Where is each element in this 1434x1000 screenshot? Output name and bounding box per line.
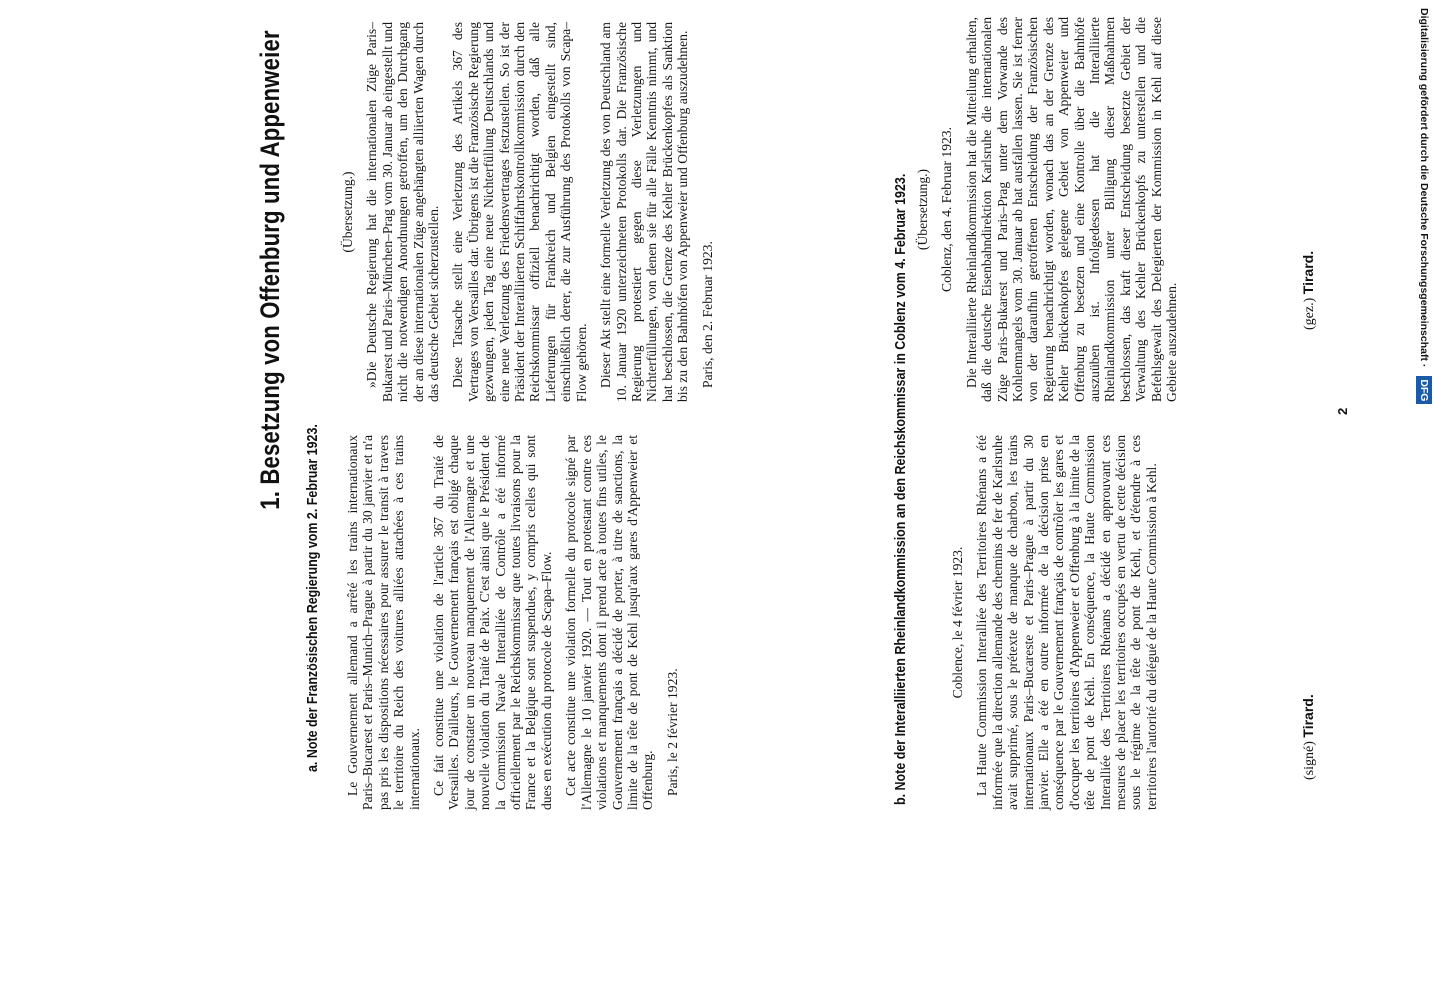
section-b-french-column	[950, 435, 1168, 810]
section-a-german-date: Paris, den 2. Februar 1923.	[699, 241, 715, 388]
section-b-french-place-date: Coblence, le 4 février 1923.	[950, 546, 965, 699]
section-a-german-label: (Übersetzung.)	[340, 171, 355, 253]
signature-name: Tirard.	[1300, 694, 1316, 738]
section-a-german-p1: »Die Deutsche Regierung hat die internationalen Züge Paris–Bukarest und Paris–München–Prag vom 30. Januar ab eingestellt und nicht die notwendigen Anordnungen getroffen, um den Durchgang der an diese internationalen Züge angehängten alliierten Wagen durch das deutsche Gebiet sicherzustellen.	[364, 22, 442, 402]
section-a-french-p3: Cet acte constitue une violation formelle du protocole signé par l'Allemagne le 10 janvier 1920. — Tout en protestant contre ces violations et manquements dont il prend acte à toutes fins utiles, le Gouvernement français a décidé de porter, à titre de sanctions, la limite de la tête de pont de Kehl jusqu'aux gares d'Appenweier et Offenburg.	[563, 435, 656, 810]
page-title: 1. Besetzung von Offenburg und Appenweier	[255, 30, 285, 510]
section-a-german-p3: Dieser Akt stellt eine formelle Verletzung des von Deutschland am 10. Januar 1920 unterzeichneten Protokolls dar. Die Französische Regierung protestiert gegen diese Verletzungen und Nichterfüllungen, von denen sie für alle Fälle Kenntnis nimmt, und hat beschlossen, die Grenze des Kehler Brückenkopfes als Sanktion bis zu den Bahnhöfen von Appenweier und Offenburg auszudehnen.	[598, 22, 691, 402]
section-a-german-column	[340, 22, 724, 402]
digitization-credit	[1416, 8, 1432, 993]
section-b-french-p1: La Haute Commission Interalliée des Territoires Rhénans a été informée que la direction allemande des chemins de fer de Karlsruhe avait supprimé, sous le prétexte de manque de charbon, les trains internationaux Paris–Bucareste et Paris–Prague à partir du 30 janvier. Elle a été en outre informée de la décision prise en conséquence par le Gouvernement français de contrôler les gares et d'occuper les territoires d'Appenweier et Offenburg à la limite de la tête de pont de Kehl. En conséquence, la Haute Commission Interalliée des Territoires Rhénans a décidé en approuvant ces mesures de placer les territoires occupés en vertu de cette décision sous le régime de la tête de pont de Kehl, et d'étendre à ces territoires l'autorité du délégué de la Haute Commission à Kehl.	[974, 435, 1159, 810]
section-a-french-date: Paris, le 2 février 1923.	[664, 668, 680, 796]
section-b-german-column	[915, 17, 1189, 402]
signature-name: Tirard.	[1300, 250, 1316, 295]
digitization-note: Digitalisierung gefördert durch die Deutsche Forschungsgemeinschaft ·	[1418, 8, 1430, 368]
section-b-german-signature	[1300, 251, 1318, 330]
section-a-german-p2: Diese Tatsache stellt eine Verletzung des Artikels 367 des Vertrages von Versailles dar. Übrigens ist die Französische Regierung gezwungen, jeden Tag eine neue Nichterfüllung Deutschlands und eine neue Verletzung des Friedensvertrages festzustellen. So ist der Präsident der Interalliierten Schiffahrtskontrollkommission durch den Reichskommissar offiziell benachrichtigt worden, daß alle Lieferungen für Frankreich und Belgien eingestellt sind, einschließlich derer, die zur Ausführung des Protokolls von Scapa–Flow gehören.	[450, 22, 589, 402]
page-number: 2	[1335, 407, 1350, 415]
signature-prefix: (gez.)	[1302, 297, 1317, 330]
section-a-heading: a. Note der Französischen Regierung vom 2. Februar 1923.	[305, 424, 321, 772]
section-b-heading: b. Note der Interalliierten Rheinlandkommission an den Reichskommissar in Coblenz vom 4. Februar 1923.	[893, 173, 909, 805]
section-a-french-column	[345, 435, 689, 810]
section-b-german-place-date: Coblenz, den 4. Februar 1923.	[939, 127, 955, 292]
section-b-german-p1: Die Interalliierte Rheinlandkommission hat die Mitteilung erhalten, daß die deutsche Eisenbahndirektion Karlsruhe die internationalen Züge Paris–Bukarest und Paris–Prag unter dem Vorwande des Kohlenmangels vom 30. Januar ab hat ausfallen lassen. Sie ist ferner von der daraufhin getroffenen Entscheidung der Französischen Regierung benachrichtigt worden, wonach das an der Grenze des Kehler Brückenkopfes gelegene Gebiet von Appenweier und Offenburg zu besetzen und eine Kontrolle über die Bahnhöfe auszuüben ist. Infolgedessen hat die Interalliierte Rheinlandkommission unter Billigung dieser Maßnahmen beschlossen, das kraft dieser Entscheidung besetzte Gebiet der Verwaltung des Kehler Brückenkopfs zu unterstellen und die Befehlsgewalt des Delegierten der Kommission in Kehl auf diese Gebiete auszudehnen.	[963, 17, 1180, 402]
digitization-credit-strip	[1418, 8, 1434, 993]
section-b-french-signature	[1300, 694, 1318, 780]
section-a-french-p2: Ce fait constitue une violation de l'article 367 du Traité de Versailles. D'ailleurs, le Gouvernement français est obligé chaque jour de constater un nouveau manquement de l'Allemagne et une nouvelle violation du Traité de Paix. C'est ainsi que le Président de la Commission Navale Interalliée de Contrôle a été informé officiellement par le Reichskommissar que toutes livraisons pour la France et la Belgique sont suspendues, y compris celles qui sont dues en exécution du protocole de Scapa–Flow.	[431, 435, 554, 810]
dfg-logo-icon: DFG	[1416, 376, 1432, 404]
section-a-french-p1: Le Gouvernement allemand a arrêté les trains internationaux Paris–Bucarest et Paris–Munich–Prague à partir du 30 janvier et n'a pas pris les dispositions nécessaires pour assurer le transit à travers le territoire du Reich des voitures alliées attachées à ces trains internationaux.	[345, 435, 422, 810]
signature-prefix: (signé)	[1302, 741, 1317, 780]
section-b-german-label: (Übersetzung.)	[915, 168, 930, 251]
